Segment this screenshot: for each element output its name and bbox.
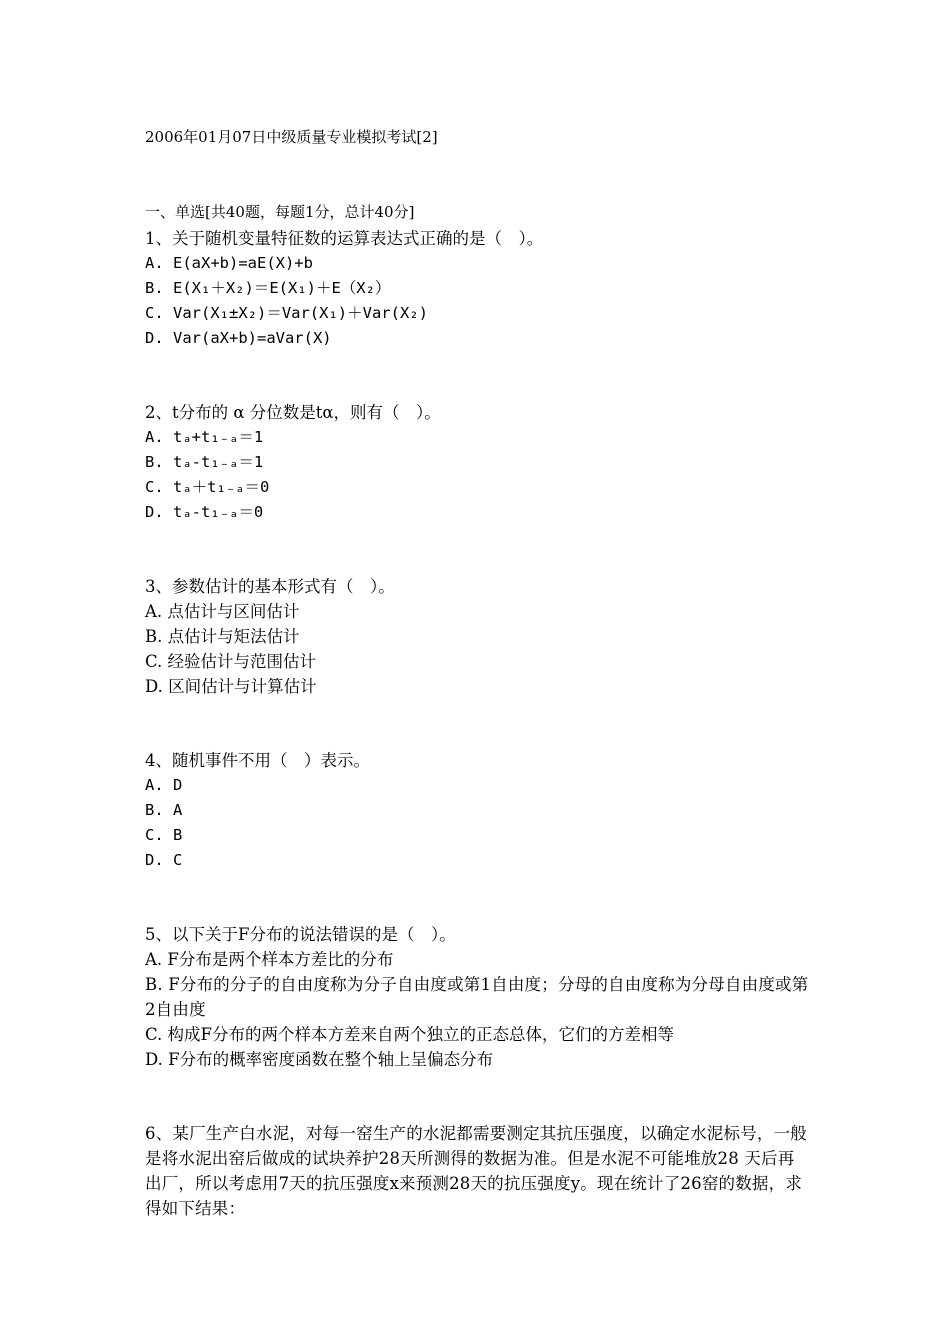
- question-2: [145, 400, 810, 525]
- option-a: A. 点估计与区间估计: [145, 602, 300, 621]
- option-b: B. F分布的分子的自由度称为分子自由度或第1自由度；分母的自由度称为分母自由度或第2自由度: [145, 975, 809, 1019]
- option-b: B. A: [145, 801, 183, 819]
- option-d: D. C: [145, 851, 183, 869]
- document-title: 2006年01月07日中级质量专业模拟考试[2]: [145, 128, 438, 146]
- option-b: B. tₐ-t₁₋ₐ＝1: [145, 453, 264, 471]
- question-3: [145, 574, 810, 699]
- question-stem: 4、随机事件不用（ ）表示。: [145, 751, 370, 770]
- option-b: B. E(X₁＋X₂)＝E(X₁)＋E（X₂）: [145, 279, 391, 297]
- option-b: B. 点估计与矩法估计: [145, 627, 300, 646]
- option-c: C. Var(X₁±X₂)＝Var(X₁)＋Var(X₂): [145, 304, 428, 322]
- question-1: [145, 226, 810, 351]
- option-d: D. 区间估计与计算估计: [145, 677, 317, 696]
- question-stem: 5、以下关于F分布的说法错误的是（ ）。: [145, 925, 456, 944]
- option-c: C. 构成F分布的两个样本方差来自两个独立的正态总体，它们的方差相等: [145, 1025, 674, 1044]
- question-6: [145, 1121, 810, 1221]
- option-d: D. F分布的概率密度函数在整个轴上呈偏态分布: [145, 1050, 494, 1069]
- option-d: D. Var(aX+b)=aVar(X): [145, 329, 332, 347]
- option-a: A. tₐ+t₁₋ₐ＝1: [145, 428, 264, 446]
- question-5: [145, 922, 810, 1072]
- option-c: C. 经验估计与范围估计: [145, 652, 317, 671]
- question-4: [145, 748, 810, 873]
- option-d: D. tₐ-t₁₋ₐ＝0: [145, 503, 264, 521]
- question-stem: 6、某厂生产白水泥，对每一窑生产的水泥都需要测定其抗压强度，以确定水泥标号，一般是将水泥出窑后做成的试块养护28天所测得的数据为准。但是水泥不可能堆放28 天后再出厂，所以考虑用7天的抗压强度x来预测28天的抗压强度y。现在统计了26窑的数据，求得如下结果：: [145, 1124, 807, 1218]
- option-a: A. F分布是两个样本方差比的分布: [145, 950, 394, 969]
- question-stem: 3、参数估计的基本形式有（ ）。: [145, 577, 395, 596]
- section-heading: 一、单选[共40题，每题1分，总计40分]: [145, 203, 415, 221]
- question-stem: 1、关于随机变量特征数的运算表达式正确的是（ ）。: [145, 229, 544, 248]
- option-c: C. B: [145, 826, 183, 844]
- option-c: C. tₐ＋t₁₋ₐ＝0: [145, 478, 270, 496]
- question-stem: 2、t分布的 α 分位数是tα，则有（ ）。: [145, 403, 441, 422]
- option-a: A. E(aX+b)=aE(X)+b: [145, 254, 313, 272]
- option-a: A. D: [145, 776, 183, 794]
